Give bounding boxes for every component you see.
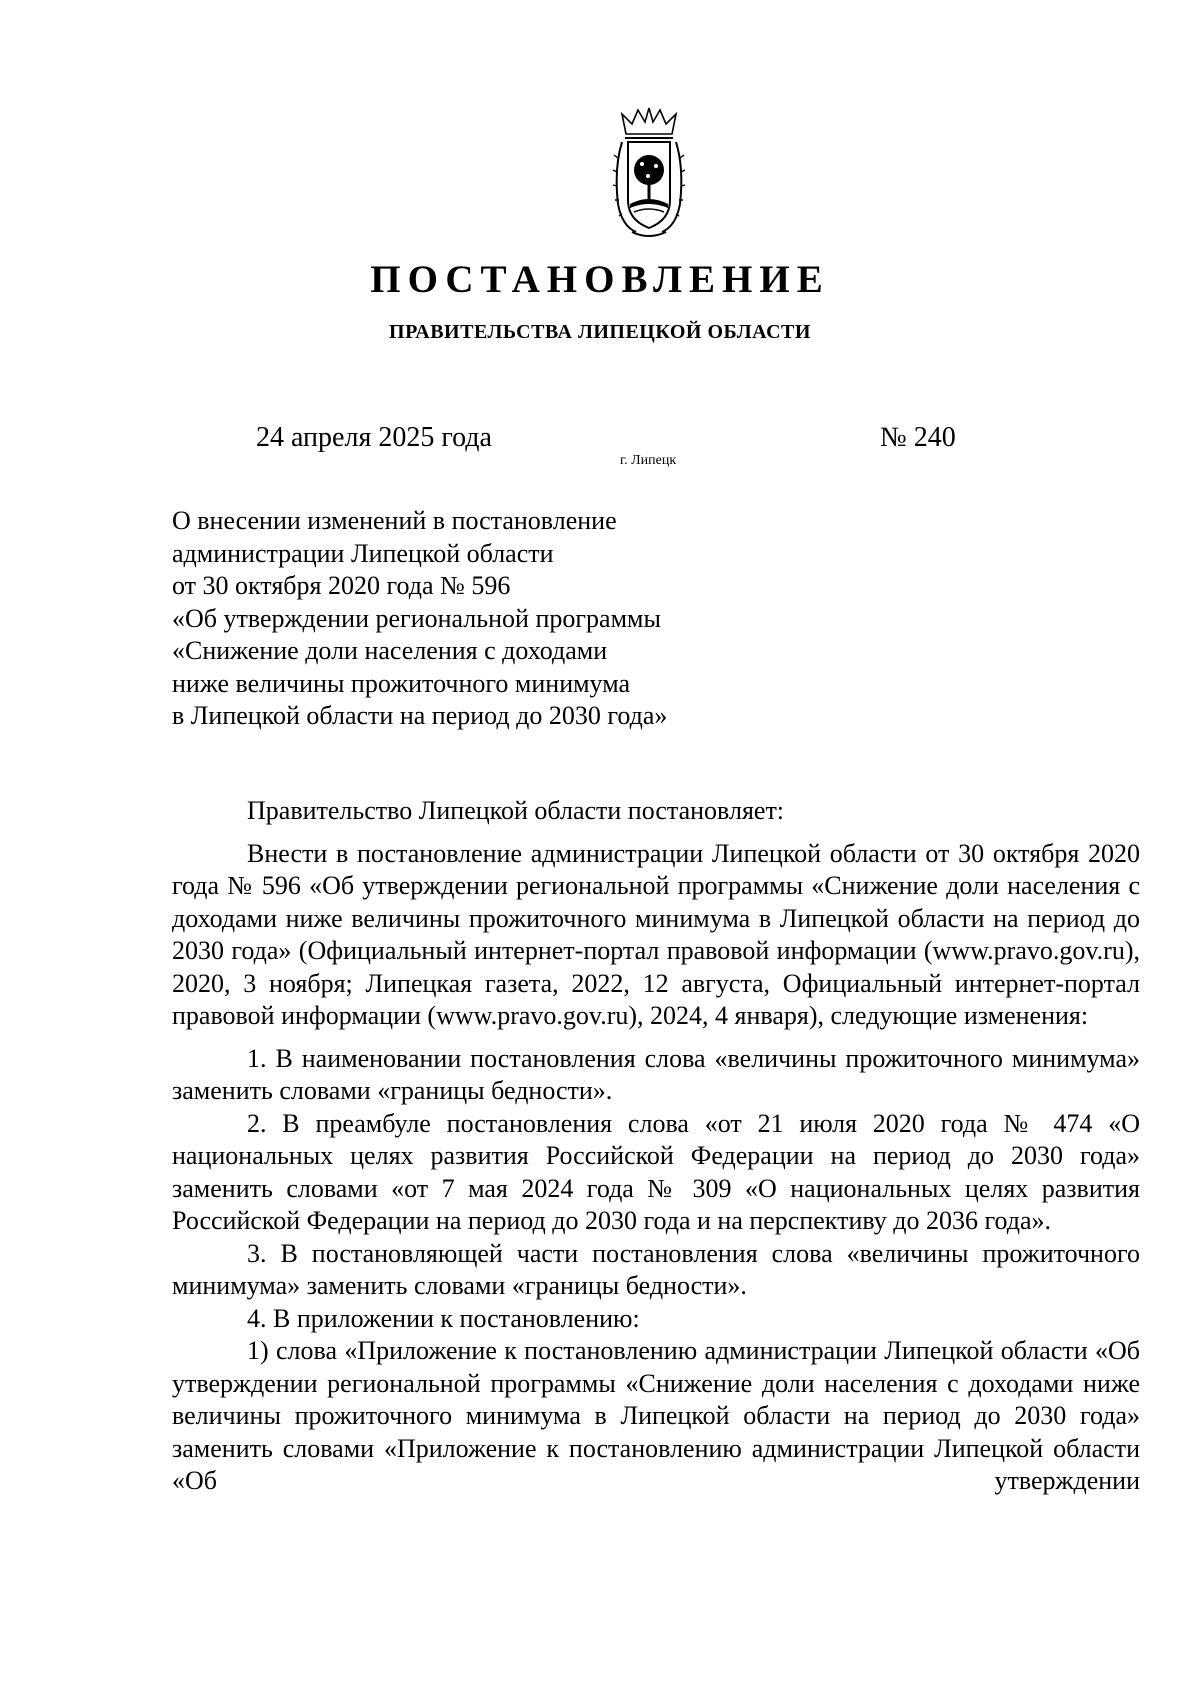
heading-line: ниже величины прожиточного минимума — [172, 668, 631, 698]
document-number: № 240 — [880, 422, 956, 453]
heading-line: «Об утверждении региональной программы — [172, 603, 661, 633]
heading-line: О внесении изменений в постановление — [172, 506, 617, 535]
document-heading — [172, 505, 772, 733]
coat-of-arms-icon — [612, 108, 686, 240]
item-4-1-paragraph: 1) слова «Приложение к постановлению администрации Липецкой области «Об утверждении региональной программы «Снижение доли населения с доходами ниже величины прожиточного минимума в Липецкой области на период до 2030 года» заменить словами «Приложение к постановлению администрации Липецкой области «Об утверждении — [172, 1336, 1140, 1495]
heading-line: в Липецкой области на период до 2030 года» — [172, 701, 668, 730]
main-paragraph: Внести в постановление администрации Липецкой области от 30 октября 2020 года № 596 «Об утверждении региональной программы «Снижение доли населения с доходами ниже величины прожиточного минимума в Липецкой области на период до 2030 года» (Официальный интернет-портал правовой информации (www.pravo.gov.ru), 2020, 3 ноября; Липецкая газета, 2022, 12 августа, Официальный интернет-портал правовой информации (www.pravo.gov.ru), 2024, 4 января), следующие изменения: — [172, 838, 1140, 1030]
intro-paragraph: Правительство Липецкой области постановляет: — [247, 796, 785, 825]
document-body — [172, 795, 1140, 1498]
heading-line: «Снижение доли населения с доходами — [172, 636, 608, 665]
item-3-paragraph: 3. В постановляющей части постановления слова «величины прожиточного минимума» заменить словами «границы бедности». — [172, 1238, 1140, 1300]
document-title: ПОСТАНОВЛЕНИЕ — [370, 258, 830, 301]
item-2-paragraph: 2. В преамбуле постановления слова «от 21 июля 2020 года № 474 «О национальных целях развития Российской Федерации на период до 2030 года» заменить словами «от 7 мая 2024 года № 309 «О национальных целях развития Российской Федерации на период до 2030 года и на перспективу до 2036 года». — [172, 1108, 1140, 1235]
item-4-paragraph: 4. В приложении к постановлению: — [247, 1303, 640, 1333]
heading-line: от 30 октября 2020 года № 596 — [172, 571, 511, 600]
heading-line: администрации Липецкой области — [172, 538, 554, 568]
document-subtitle: ПРАВИТЕЛЬСТВА ЛИПЕЦКОЙ ОБЛАСТИ — [389, 321, 811, 343]
document-city: г. Липецк — [620, 453, 677, 468]
document-date: 24 апреля 2025 года — [256, 422, 492, 453]
item-1-paragraph: 1. В наименовании постановления слова «величины прожиточного минимума» заменить словами «границы бедности». — [172, 1043, 1140, 1105]
